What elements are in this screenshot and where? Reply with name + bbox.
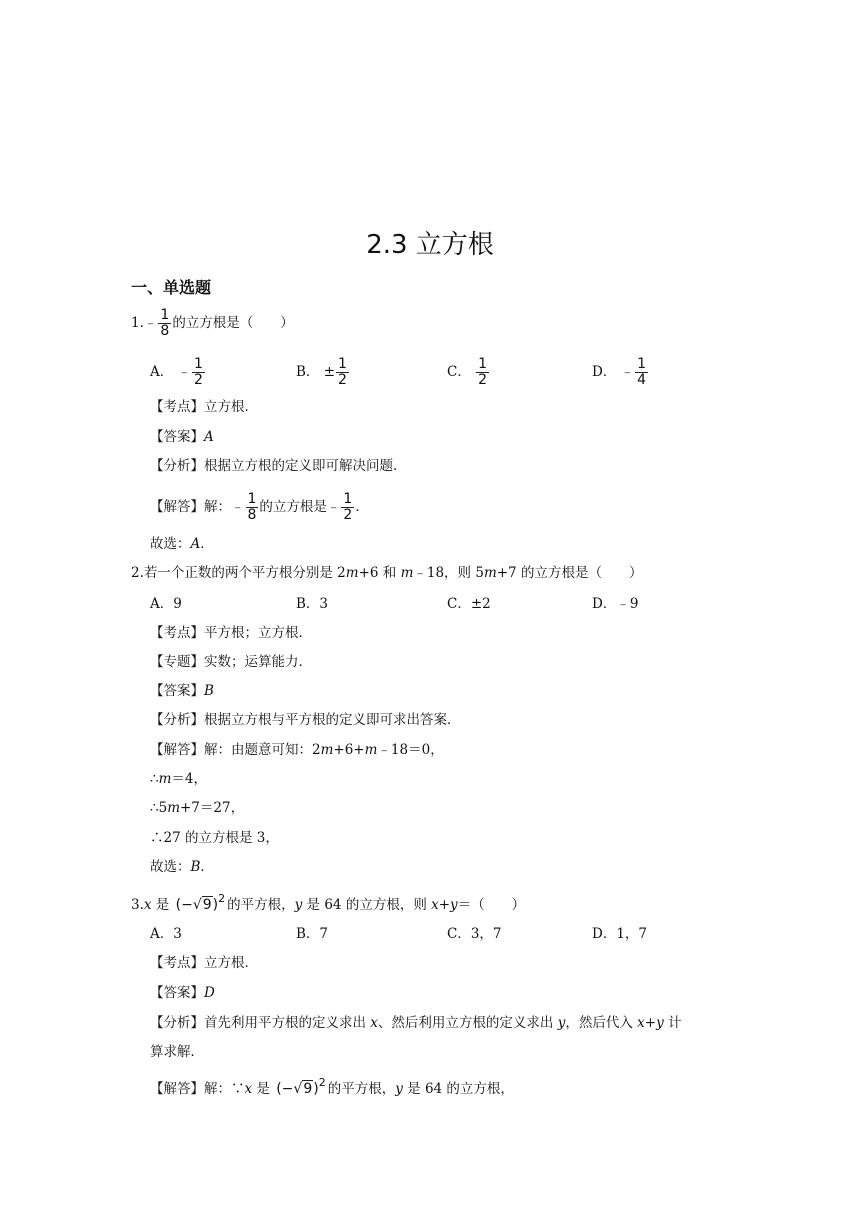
q3-analysis: 【分析】首先利用平方根的定义求出 x、然后利用立方根的定义求出 y，然后代入 x+y 计 [150,1015,682,1031]
q1-solution: 【解答】解：﹣ $\frac{1}{8}$ 的立方根是﹣ $\frac{1}{2}$ ． [150,491,369,523]
q2-analysis: 【分析】根据立方根与平方根的定义即可求出答案． [150,712,461,728]
q3-option-a[interactable]: A．3 [150,926,182,942]
q2-answer: 【答案】B [150,683,214,699]
sqrt-expression: $(-√9)^2$ [276,1076,326,1097]
q1-option-c[interactable]: C． $\frac{1}{2}$ [447,356,488,388]
q3-kaodian: 【考点】立方根． [150,955,258,971]
q2-topic: 【专题】实数；运算能力． [150,654,312,670]
q1-stem: 1.﹣ $\frac{1}{8}$ 的立方根是（ ） [131,307,294,339]
q2-solution: 【解答】解：由题意可知：2m+6+m﹣18＝0， [150,742,444,758]
q2-option-d[interactable]: D．﹣9 [592,596,639,612]
q2-choose: 故选：B． [150,859,214,875]
sqrt-expression: $(-√9)^2$ [175,892,226,913]
q2-step-1: ∴m＝4， [150,771,207,787]
q1-answer: 【答案】A [150,429,214,445]
page-title: 2.3 立方根 [366,230,494,260]
q1-option-a[interactable]: A． ﹣ $\frac{1}{2}$ [150,356,203,388]
q3-answer: 【答案】D [150,985,215,1001]
q2-step-3: ∴27 的立方根是 3， [150,830,279,846]
q1-kaodian: 【考点】立方根． [150,399,258,415]
fraction: $\frac{1}{8}$ [160,307,170,339]
q2-option-c[interactable]: C．±2 [447,596,491,612]
q1-choose: 故选：A． [150,536,214,552]
q3-analysis-cont: 算求解． [150,1044,204,1060]
q1-option-b[interactable]: B． ± $\frac{1}{2}$ [296,356,347,388]
q1-option-d[interactable]: D． ﹣ $\frac{1}{4}$ [592,356,647,388]
section-heading: 一、单选题 [131,278,212,297]
q2-option-a[interactable]: A．9 [150,596,182,612]
q3-stem: 3.x 是 $(-√9)^2$ 的平方根，y 是 64 的立方根，则 x+y＝（ ） [131,889,525,915]
q3-option-d[interactable]: D．1，7 [592,926,648,942]
q3-option-c[interactable]: C．3，7 [447,926,502,942]
q2-stem: 2.若一个正数的两个平方根分别是 2m+6 和 m﹣18，则 5m+7 的立方根是（ ） [131,565,643,581]
q3-solution: 【解答】解：∵x 是 $(-√9)^2$ 的平方根，y 是 64 的立方根， [150,1073,514,1099]
q3-option-b[interactable]: B．7 [296,926,329,942]
q2-option-b[interactable]: B．3 [296,596,329,612]
q2-step-2: ∴5m+7＝27， [150,800,245,816]
q2-kaodian: 【考点】平方根；立方根． [150,625,312,641]
q1-analysis: 【分析】根据立方根的定义即可解决问题． [150,458,407,474]
